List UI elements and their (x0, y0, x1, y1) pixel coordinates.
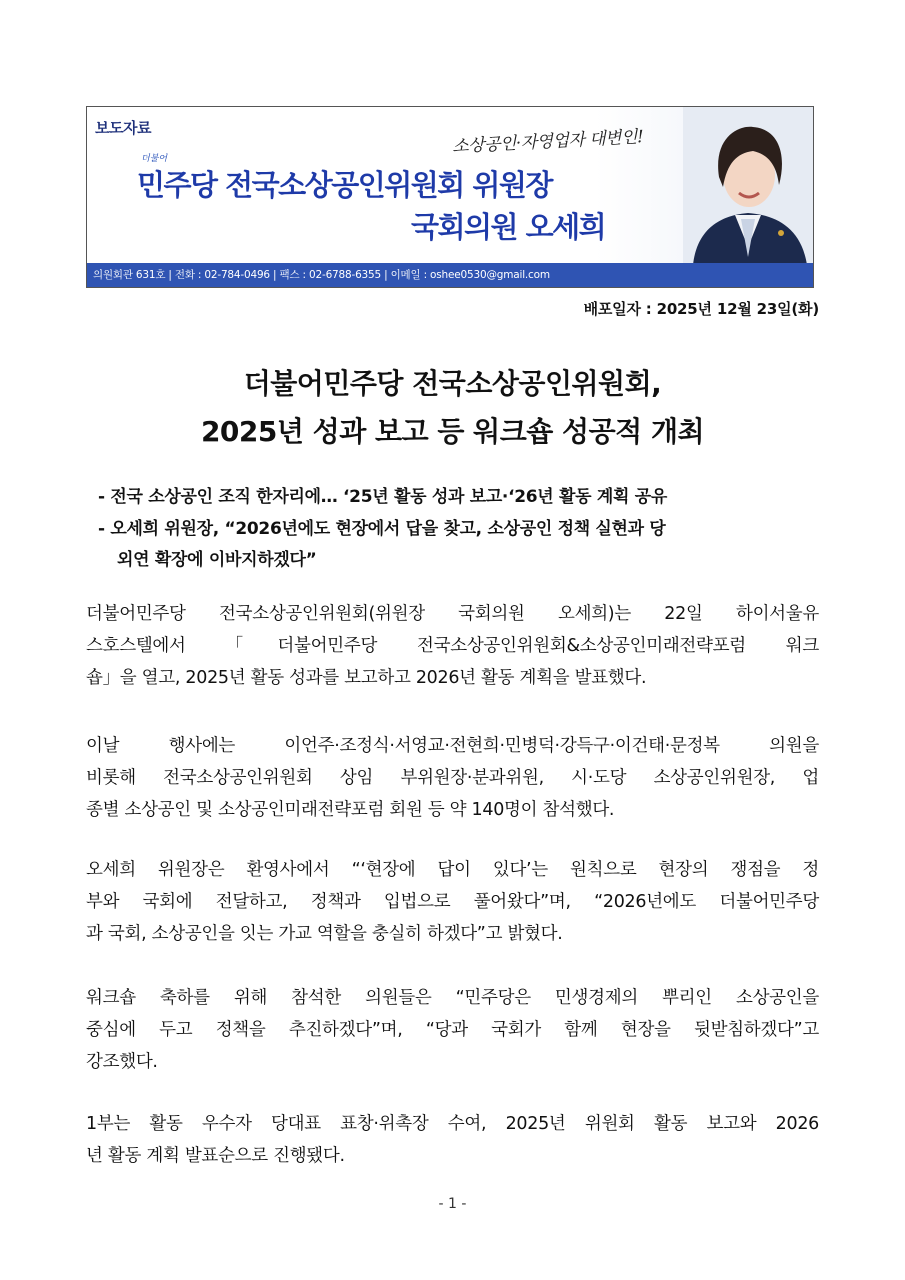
headline-line-1: 더불어민주당 전국소상공인위원회, (243, 367, 662, 400)
press-release-tag: 보도자료 (95, 119, 151, 137)
paragraph-line: 년 활동 계획 발표순으로 진행됐다. (86, 1146, 345, 1166)
portrait-photo (683, 107, 813, 265)
headline-line-2: 2025년 성과 보고 등 워크숍 성공적 개최 (200, 415, 705, 448)
paragraph-line: 스호스텔에서 「더불어민주당 전국소상공인위원회&소상공인미래전략포럼 워크 (86, 636, 819, 656)
paragraph-line: 강조했다. (86, 1052, 158, 1072)
press-banner (86, 106, 814, 288)
paragraph-line: 더불어민주당 전국소상공인위원회(위원장 국회의원 오세희)는 22일 하이서울유 (86, 604, 819, 624)
paragraph-4 (86, 982, 819, 1078)
paragraph-5 (86, 1108, 819, 1172)
party-small-label: 더불어 (141, 154, 168, 164)
paragraph-1 (86, 598, 819, 694)
paragraph-line: 숍」을 열고, 2025년 활동 성과를 보고하고 2026년 활동 계획을 발표했다. (86, 668, 647, 688)
subhead-1: - 전국 소상공인 조직 한자리에… ‘25년 활동 성과 보고·‘26년 활동 계획 공유 (98, 487, 668, 507)
paragraph-2 (86, 730, 819, 826)
banner-slogan: 소상공인·자영업자 대변인! (451, 127, 644, 157)
paragraph-line: 오세희 위원장은 환영사에서 “‘현장에 답이 있다’는 원칙으로 현장의 쟁점을 정 (86, 860, 819, 880)
paragraph-line: 1부는 활동 우수자 당대표 표창·위촉장 수여, 2025년 위원회 활동 보고와 2026 (86, 1114, 819, 1134)
page-number: - 1 - (438, 1196, 467, 1212)
subhead-2: - 오세희 위원장, “2026년에도 현장에서 답을 찾고, 소상공인 정책 실현과 당 (98, 519, 666, 539)
banner-title: 민주당 전국소상공인위원회 위원장 (137, 168, 552, 202)
paragraph-line: 과 국회, 소상공인을 잇는 가교 역할을 충실히 하겠다”고 밝혔다. (86, 924, 563, 944)
subhead-2-continued: 외연 확장에 이바지하겠다” (117, 550, 317, 570)
paragraph-line: 비롯해 전국소상공인위원회 상임 부위원장·분과위원, 시·도당 소상공인위원장, 업 (86, 768, 819, 788)
paragraph-3 (86, 854, 819, 950)
contact-bar: 의원회관 631호 | 전화 : 02-784-0496 | 팩스 : 02-6788-6355 | 이메일 : oshee0530@gmail.com (87, 263, 813, 287)
paragraph-line: 이날 행사에는 이언주·조정식·서영교·전현희·민병덕·강득구·이건태·문정복 의원을 (86, 736, 819, 756)
paragraph-line: 워크숍 축하를 위해 참석한 의원들은 “민주당은 민생경제의 뿌리인 소상공인을 (86, 988, 819, 1008)
banner-name: 국회의원 오세희 (411, 210, 606, 244)
paragraph-line: 부와 국회에 전달하고, 정책과 입법으로 풀어왔다”며, “2026년에도 더불어민주당 (86, 892, 819, 912)
paragraph-line: 종별 소상공인 및 소상공인미래전략포럼 회원 등 약 140명이 참석했다. (86, 800, 615, 820)
release-date: 배포일자 : 2025년 12월 23일(화) (583, 300, 819, 318)
paragraph-line: 중심에 두고 정책을 추진하겠다”며, “당과 국회가 함께 현장을 뒷받침하겠다”고 (86, 1020, 819, 1040)
